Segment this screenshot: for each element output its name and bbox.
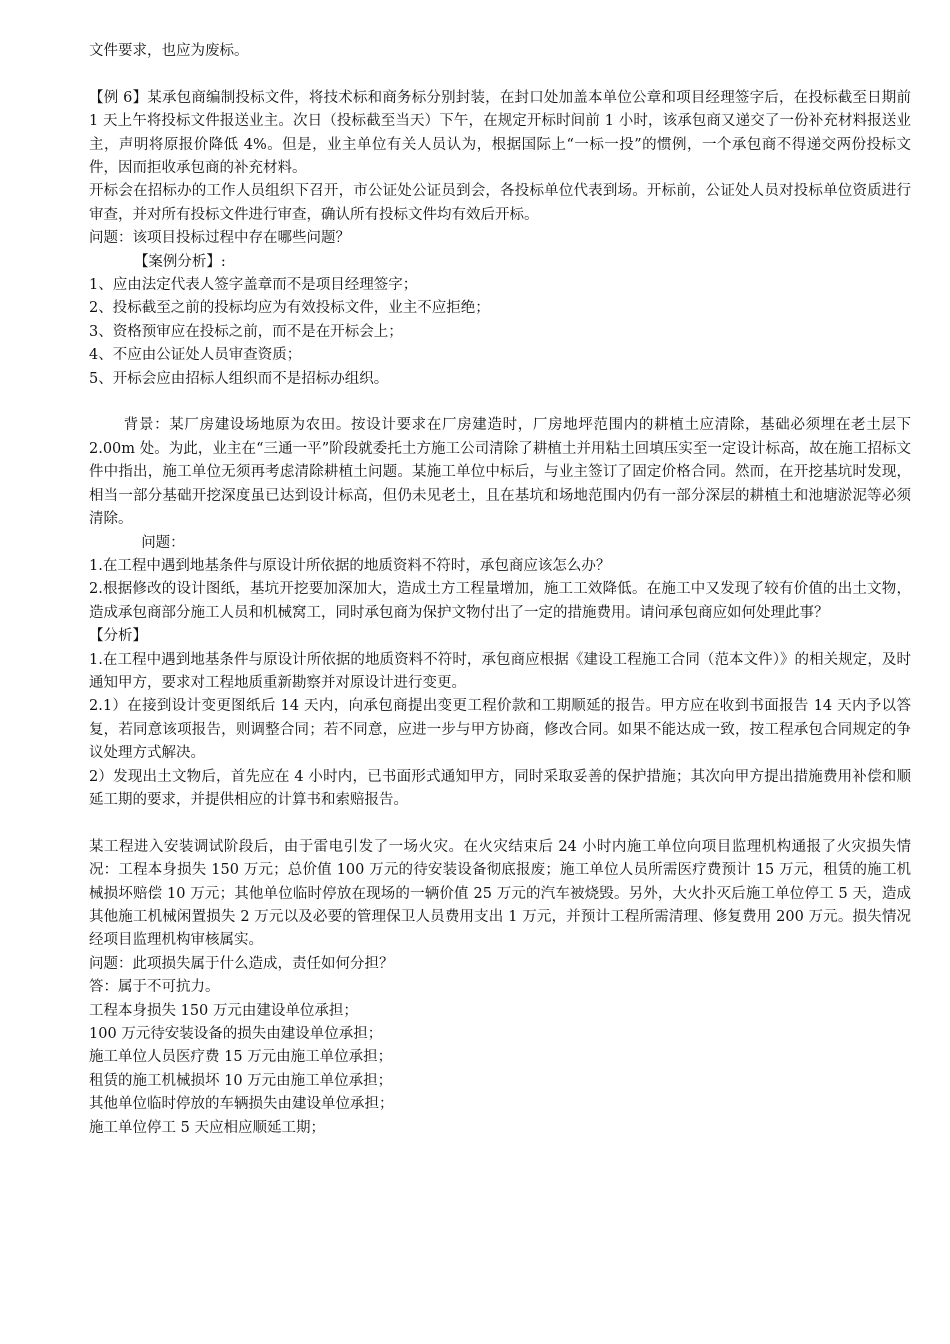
- example-6-paragraph: 【例 6】某承包商编制投标文件，将技术标和商务标分别封装，在封口处加盖本单位公章和项目经理签字后，在投标截至日期前 1 天上午将投标文件报送业主。次日（投标截至当天）下午，在规定开标时间前 1 小时，该承包商又递交了一份补充材料报送业主，声明将原报价降低 4%。但是，业主单位有关人员认为，根据国际上“一标一投”的惯例，一个承包商不得递交两份投标文件，因而拒收承包商的补充材料。: [89, 89, 911, 177]
- analysis-answer-2-2: 2）发现出土文物后，首先应在 4 小时内，已书面形式通知甲方，同时采取妥善的保护措施；其次向甲方提出措施费用补偿和顺延工期的要求，并提供相应的计算书和索赔报告。: [89, 768, 911, 808]
- analysis-item-3: 3、资格预审应在投标之前，而不是在开标会上；: [89, 323, 403, 340]
- question-1: 1.在工程中遇到地基条件与原设计所依据的地质资料不符时，承包商应该怎么办？: [89, 557, 611, 574]
- question-line: 问题：该项目投标过程中存在哪些问题？: [89, 230, 350, 247]
- bid-opening-paragraph: 开标会在招标办的工作人员组织下召开，市公证处公证员到会，各投标单位代表到场。开标前，公证处人员对投标单位资质进行审查，并对所有投标文件进行审查，确认所有投标文件均有效后开标。: [89, 183, 911, 223]
- analysis-item-5: 5、开标会应由招标人组织而不是招标办组织。: [89, 370, 389, 387]
- analysis-answer-2-1: 2.1）在接到设计变更图纸后 14 天内，向承包商提出变更工程价款和工期顺延的报告。甲方应在收到书面报告 14 天内予以答复，若同意该项报告，则调整合同；若不同意，应进一步与甲方协商，修改合同。如果不能达成一致，按工程承包合同规定的争议处理方式解决。: [89, 698, 911, 762]
- document-page: [89, 40, 911, 1140]
- blank-line: [89, 63, 911, 86]
- analysis-item-2: 2、投标截至之前的投标均应为有效投标文件，业主不应拒绝；: [89, 300, 490, 317]
- blank-line: [89, 391, 911, 414]
- liability-item-6: 施工单位停工 5 天应相应顺延工期；: [89, 1119, 325, 1136]
- analysis-item-1: 1、应由法定代表人签字盖章而不是项目经理签字；: [89, 277, 418, 294]
- case-analysis-heading: 【案例分析】:: [133, 253, 226, 270]
- liability-item-4: 租赁的施工机械损坏 10 万元由施工单位承担；: [89, 1072, 393, 1089]
- analysis-answer-1: 1.在工程中遇到地基条件与原设计所依据的地质资料不符时，承包商应根据《建设工程施工合同（范本文件）》的相关规定，及时通知甲方，要求对工程地质重新勘察并对原设计进行变更。: [89, 651, 911, 691]
- liability-item-5: 其他单位临时停放的车辆损失由建设单位承担；: [89, 1096, 394, 1113]
- fire-case-paragraph: 某工程进入安装调试阶段后，由于雷电引发了一场火灾。在火灾结束后 24 小时内施工单位向项目监理机构通报了火灾损失情况：工程本身损失 150 万元；总价值 100 万元的待安装设备彻底报废；施工单位人员所需医疗费预计 15 万元，租赁的施工机械损坏赔偿 10 万元；其他单位临时停放在现场的一辆价值 25 万元的汽车被烧毁。另外，大火扑灭后施工单位停工 5 天，造成其他施工机械闲置损失 2 万元以及必要的管理保卫人员费用支出 1 万元，并预计工程所需清理、修复费用 200 万元。损失情况经项目监理机构审核属实。: [89, 838, 911, 949]
- liability-item-2: 100 万元待安装设备的损失由建设单位承担；: [89, 1026, 383, 1043]
- analysis-heading: 【分析】: [89, 628, 147, 645]
- fire-question: 问题：此项损失属于什么造成，责任如何分担？: [89, 955, 394, 972]
- blank-line: [89, 812, 911, 835]
- analysis-item-4: 4、不应由公证处人员审查资质；: [89, 347, 302, 364]
- liability-item-3: 施工单位人员医疗费 15 万元由施工单位承担；: [89, 1049, 393, 1066]
- question-2: 2.根据修改的设计图纸，基坑开挖要加深加大，造成土方工程量增加，施工工效降低。在施工中又发现了较有价值的出土文物，造成承包商部分施工人员和机械窝工，同时承包商为保护文物付出了一定的措施费用。请问承包商应如何处理此事？: [89, 581, 911, 621]
- question-heading: 问题：: [141, 534, 185, 551]
- paragraph-line-01: 文件要求，也应为废标。: [89, 43, 249, 59]
- background-paragraph: 背景：某厂房建设场地原为农田。按设计要求在厂房建造时，厂房地坪范围内的耕植土应清除，基础必须埋在老土层下 2.00m 处。为此，业主在“三通一平”阶段就委托土方施工公司清除了耕植土并用粘土回填压实至一定设计标高，故在施工招标文件中指出，施工单位无须再考虑清除耕植土问题。某施工单位中标后，与业主签订了固定价格合同。然而，在开挖基坑时发现，相当一部分基础开挖深度虽已达到设计标高，但仍未见老土，且在基坑和场地范围内仍有一部分深层的耕植土和池塘淤泥等必须清除。: [89, 417, 911, 528]
- fire-answer: 答：属于不可抗力。: [89, 979, 220, 996]
- liability-item-1: 工程本身损失 150 万元由建设单位承担；: [89, 1002, 358, 1019]
